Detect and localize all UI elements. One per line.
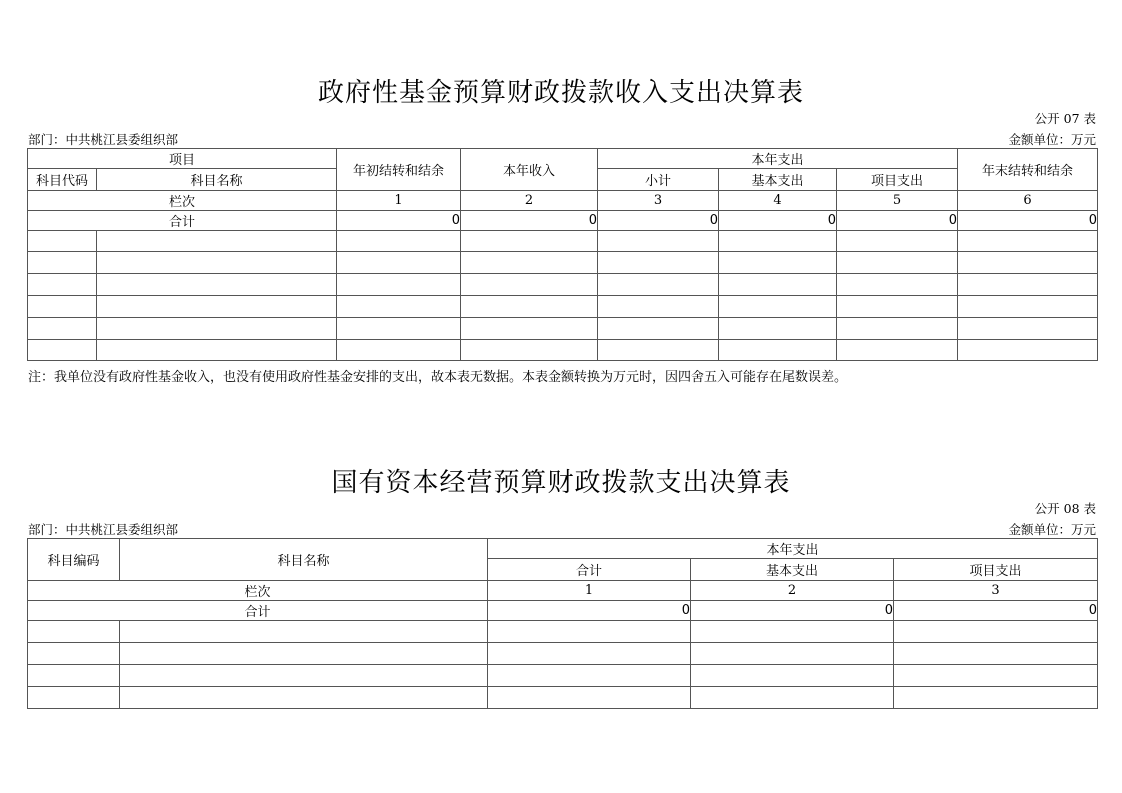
column-number: 5 <box>837 191 958 211</box>
column-number: 2 <box>461 191 598 211</box>
table1-unit: 金额单位：万元 <box>1008 132 1096 147</box>
table-row <box>28 665 1098 687</box>
table1-department: 部门：中共桃江县委组织部 <box>28 132 179 147</box>
total-value: 0 <box>461 211 598 231</box>
total-value: 0 <box>337 211 461 231</box>
total-label: 合计 <box>28 211 337 231</box>
header-project: 项目 <box>28 149 337 169</box>
total-value: 0 <box>837 211 958 231</box>
table-row <box>28 252 1098 274</box>
column-number-label: 栏次 <box>28 191 337 211</box>
table-row <box>28 274 1098 296</box>
table-row <box>28 231 1098 252</box>
total-value: 0 <box>958 211 1098 231</box>
header-basic-expense: 基本支出 <box>719 169 837 191</box>
table-row <box>28 340 1098 361</box>
table1-note: 注：我单位没有政府性基金收入，也没有使用政府性基金安排的支出，故本表无数据。本表金额转换为万元时，因四舍五入可能存在尾数误差。 <box>28 370 848 385</box>
header-expense: 本年支出 <box>488 539 1098 559</box>
header-project-expense: 项目支出 <box>837 169 958 191</box>
table-row <box>28 643 1098 665</box>
column-number: 3 <box>598 191 719 211</box>
table1-title: 政府性基金预算财政拨款收入支出决算表 <box>317 78 804 108</box>
total-row <box>28 601 1098 621</box>
table2-code: 公开 08 表 <box>1034 501 1096 516</box>
column-number: 2 <box>691 581 894 601</box>
header-subject-name: 科目名称 <box>120 539 488 581</box>
header-subtotal: 小计 <box>598 169 719 191</box>
table2-department: 部门：中共桃江县委组织部 <box>28 522 179 537</box>
header-total: 合计 <box>488 559 691 581</box>
table-row <box>28 687 1098 709</box>
table1 <box>27 148 1098 361</box>
column-number: 1 <box>337 191 461 211</box>
total-value: 0 <box>488 601 691 621</box>
column-number-label: 栏次 <box>28 581 488 601</box>
table2-title: 国有资本经营预算财政拨款支出决算表 <box>331 468 791 498</box>
table-row <box>28 621 1098 643</box>
column-number-row <box>28 581 1098 601</box>
column-number: 1 <box>488 581 691 601</box>
table2 <box>27 538 1098 709</box>
header-end-balance: 年末结转和结余 <box>958 149 1098 191</box>
column-number-row <box>28 191 1098 211</box>
table2-unit: 金额单位：万元 <box>1008 522 1096 537</box>
header-subject-code: 科目编码 <box>28 539 120 581</box>
header-begin-balance: 年初结转和结余 <box>337 149 461 191</box>
header-subject-code: 科目代码 <box>28 169 97 191</box>
header-basic-expense: 基本支出 <box>691 559 894 581</box>
table1-code: 公开 07 表 <box>1034 111 1096 126</box>
total-value: 0 <box>894 601 1098 621</box>
column-number: 3 <box>894 581 1098 601</box>
total-value: 0 <box>719 211 837 231</box>
table-row <box>28 296 1098 318</box>
header-subject-name: 科目名称 <box>97 169 337 191</box>
table-row <box>28 318 1098 340</box>
column-number: 4 <box>719 191 837 211</box>
total-row <box>28 211 1098 231</box>
total-label: 合计 <box>28 601 488 621</box>
header-income: 本年收入 <box>461 149 598 191</box>
column-number: 6 <box>958 191 1098 211</box>
total-value: 0 <box>691 601 894 621</box>
header-expense: 本年支出 <box>598 149 958 169</box>
header-project-expense: 项目支出 <box>894 559 1098 581</box>
total-value: 0 <box>598 211 719 231</box>
